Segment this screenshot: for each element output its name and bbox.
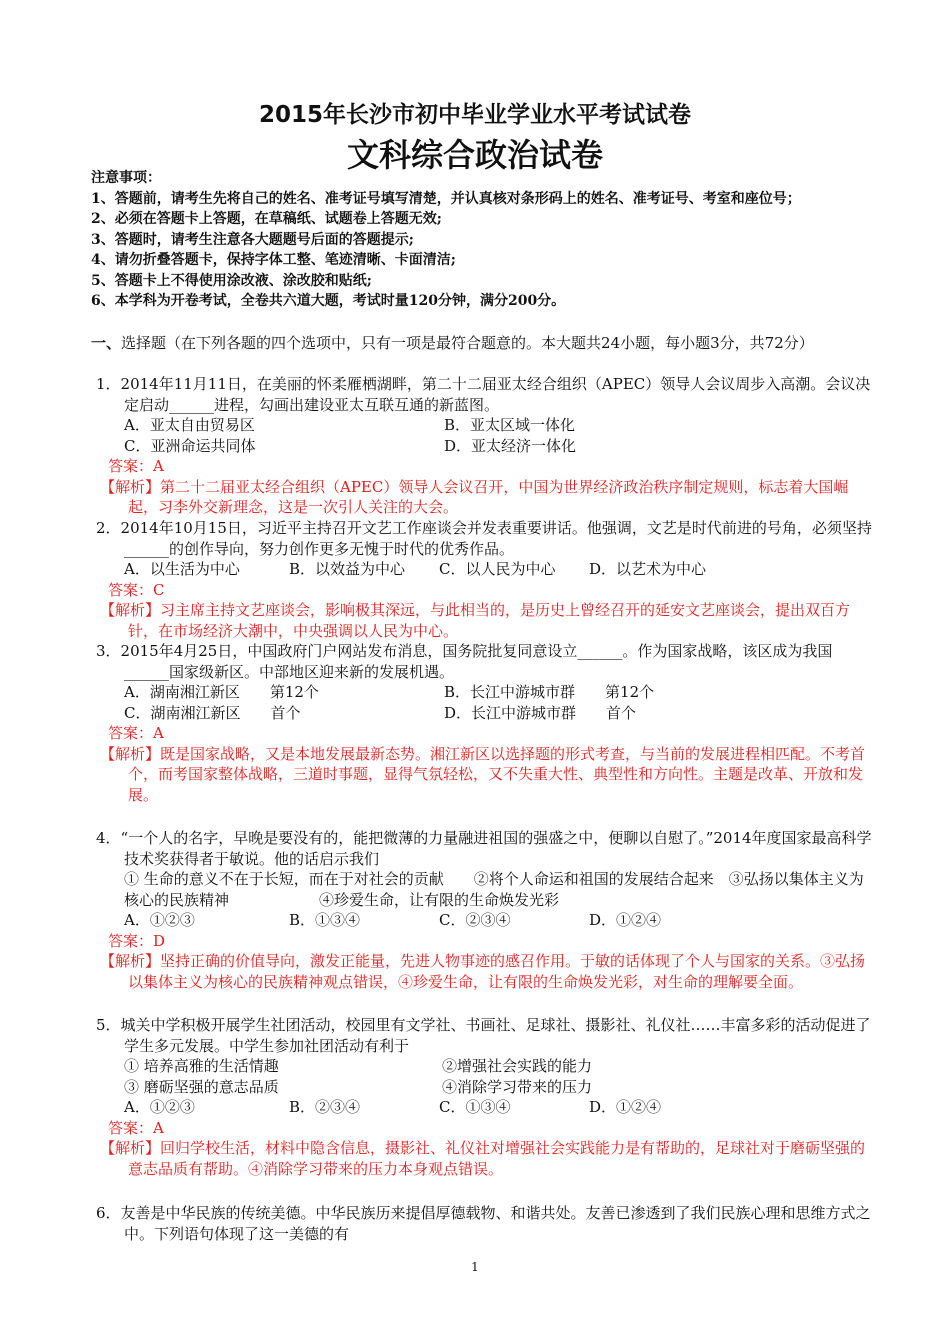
- analysis-text: 【解析】习主席主持文艺座谈会，影响极其深远，与此相当的，是历史上曾经召开的延安文艺座谈会，提出双百方针，在市场经济大潮中，中央强调以人民为中心。: [100, 601, 851, 640]
- notice-block: [91, 168, 891, 312]
- exam-subtitle: 文科综合政治试卷: [346, 136, 603, 174]
- option-list: [96, 682, 876, 723]
- option-d: D．亚太经济一体化: [444, 436, 577, 455]
- option-b: B．长江中游城市群 第12个: [444, 683, 655, 701]
- option-a: A．①②③: [124, 1098, 195, 1116]
- option-a: A．①②③: [124, 911, 195, 929]
- statement-item: ③ 磨砺坚强的意志品质: [124, 1077, 279, 1096]
- option-d: D．长江中游城市群 首个: [444, 703, 637, 722]
- option-c: C．①③④: [439, 1098, 511, 1116]
- answer-text: 答案：C: [108, 580, 165, 599]
- answer-text: 答案：A: [108, 724, 164, 742]
- question-2: [96, 518, 876, 641]
- option-b: B．以效益为中心: [289, 560, 406, 578]
- question-stem: 2．2014年10月15日，习近平主持召开文艺工作座谈会并发表重要讲话。他强调，文艺是时代前进的号角，必须坚持______的创作导向，努力创作更多无愧于时代的优秀作品。: [96, 519, 872, 558]
- option-list: [96, 1097, 876, 1118]
- notice-heading: 注意事项：: [91, 170, 161, 186]
- option-d: D．①②④: [589, 911, 662, 929]
- statement-item: ②增强社会实践的能力: [442, 1057, 593, 1075]
- statement-list: ① 生命的意义不在于长短，而在于对社会的贡献 ②将个人命运和祖国的发展结合起来 ③弘扬以集体主义为核心的民族精神 ④珍爱生命，让有限的生命焕发光彩: [124, 870, 864, 909]
- option-d: D．①②④: [589, 1098, 662, 1116]
- option-c: C．亚洲命运共同体: [124, 436, 256, 455]
- question-4: [96, 828, 876, 992]
- question-5: [96, 1015, 876, 1179]
- statement-item: ④消除学习带来的压力: [442, 1077, 593, 1096]
- section-label: 一、: [91, 334, 122, 352]
- option-d: D．以艺术为中心: [589, 560, 707, 578]
- question-stem: 3．2015年4月25日，中国政府门户网站发布消息，国务院批复同意设立______。作为国家战略，该区成为我国______国家级新区。中部地区迎来新的发展机遇。: [96, 642, 833, 681]
- option-c: C．②③④: [439, 911, 511, 929]
- option-b: B．①③④: [289, 911, 361, 929]
- notice-item: 6、本学科为开卷考试，全卷共六道大题，考试时量120分钟，满分200分。: [91, 293, 566, 309]
- option-b: B．②③④: [289, 1098, 361, 1116]
- option-list: [96, 559, 876, 580]
- analysis-text: 【解析】第二十二届亚太经合组织（APEC）领导人会议召开，中国为世界经济政治秩序制定规则，标志着大国崛起，习李外交新理念，这是一次引人关注的大会。: [100, 477, 849, 516]
- exam-title: 2015年长沙市初中毕业学业水平考试试卷: [258, 102, 691, 128]
- statement-list: [96, 1056, 876, 1097]
- option-b: B．亚太区域一体化: [444, 416, 576, 434]
- question-stem: 6．友善是中华民族的传统美德。中华民族历来提倡厚德载物、和谐共处。友善已渗透到了我们民族心理和思维方式之中。下列语句体现了这一美德的有: [96, 1204, 871, 1243]
- notice-item: 1、答题前，请考生先将自己的姓名、准考证号填写清楚，并认真核对条形码上的姓名、准考证号、考室和座位号；: [91, 190, 801, 207]
- question-stem: 1．2014年11月11日，在美丽的怀柔雁栖湖畔，第二十二届亚太经合组织（APEC）领导人会议周步入高潮。会议决定启动______进程，勾画出建设亚太互联互通的新蓝图。: [96, 375, 871, 414]
- notice-item: 5、答题卡上不得使用涂改液、涂改胶和贴纸;: [91, 272, 372, 289]
- option-a: A．湖南湘江新区 第12个: [124, 683, 319, 701]
- question-stem: 5．城关中学积极开展学生社团活动，校园里有文学社、书画社、足球社、摄影社、礼仪社……丰富多彩的活动促进了学生多元发展。中学生参加社团活动有利于: [96, 1016, 871, 1055]
- page-number: 1: [471, 1260, 479, 1274]
- statement-item: ① 培养高雅的生活情趣: [124, 1057, 279, 1075]
- answer-text: 答案：A: [108, 457, 164, 475]
- analysis-text: 【解析】回归学校生活，材料中隐含信息，摄影社、礼仪社对增强社会实践能力是有帮助的，足球社对于磨砺坚强的意志品质有帮助。④消除学习带来的压力本身观点错误。: [100, 1139, 866, 1178]
- option-c: C．以人民为中心: [439, 560, 556, 578]
- notice-item: 2、必须在答题卡上答题，在草稿纸、试题卷上答题无效;: [91, 211, 442, 227]
- option-a: A．以生活为中心: [124, 560, 240, 578]
- option-list: [96, 415, 876, 456]
- option-list: [96, 910, 876, 931]
- question-1: [96, 374, 876, 518]
- answer-text: 答案：D: [108, 931, 166, 950]
- notice-item: 3、答题时，请考生注意各大题题号后面的答题提示;: [91, 231, 414, 248]
- notice-item: 4、请勿折叠答题卡，保持字体工整、笔迹清晰、卡面清洁;: [91, 252, 456, 268]
- question-6: [96, 1203, 876, 1244]
- section-text: 选择题（在下列各题的四个选项中，只有一项是最符合题意的。本大题共24小题，每小题3分，共72分）: [121, 334, 814, 352]
- section-heading: [91, 333, 881, 354]
- question-3: [96, 641, 876, 805]
- answer-text: 答案：A: [108, 1118, 164, 1137]
- analysis-text: 【解析】既是国家战略，又是本地发展最新态势。湘江新区以选择题的形式考查，与当前的发展进程相匹配。不考首个，而考国家整体战略，三道时事题，显得气氛轻松，又不失重大性、典型性和方向性。主题是改革、开放和发展。: [100, 744, 866, 804]
- option-a: A．亚太自由贸易区: [124, 416, 255, 434]
- analysis-text: 【解析】坚持正确的价值导向，激发正能量，先进人物事迹的感召作用。于敏的话体现了个人与国家的关系。③弘扬以集体主义为核心的民族精神观点错误，④珍爱生命，让有限的生命焕发光彩，对生命的理解要全面。: [100, 952, 866, 991]
- question-stem: 4．“一个人的名字，早晚是要没有的，能把微薄的力量融进祖国的强盛之中，便聊以自慰了。”2014年度国家最高科学技术奖获得者于敏说。他的话启示我们: [96, 829, 872, 868]
- option-c: C．湖南湘江新区 首个: [124, 703, 301, 722]
